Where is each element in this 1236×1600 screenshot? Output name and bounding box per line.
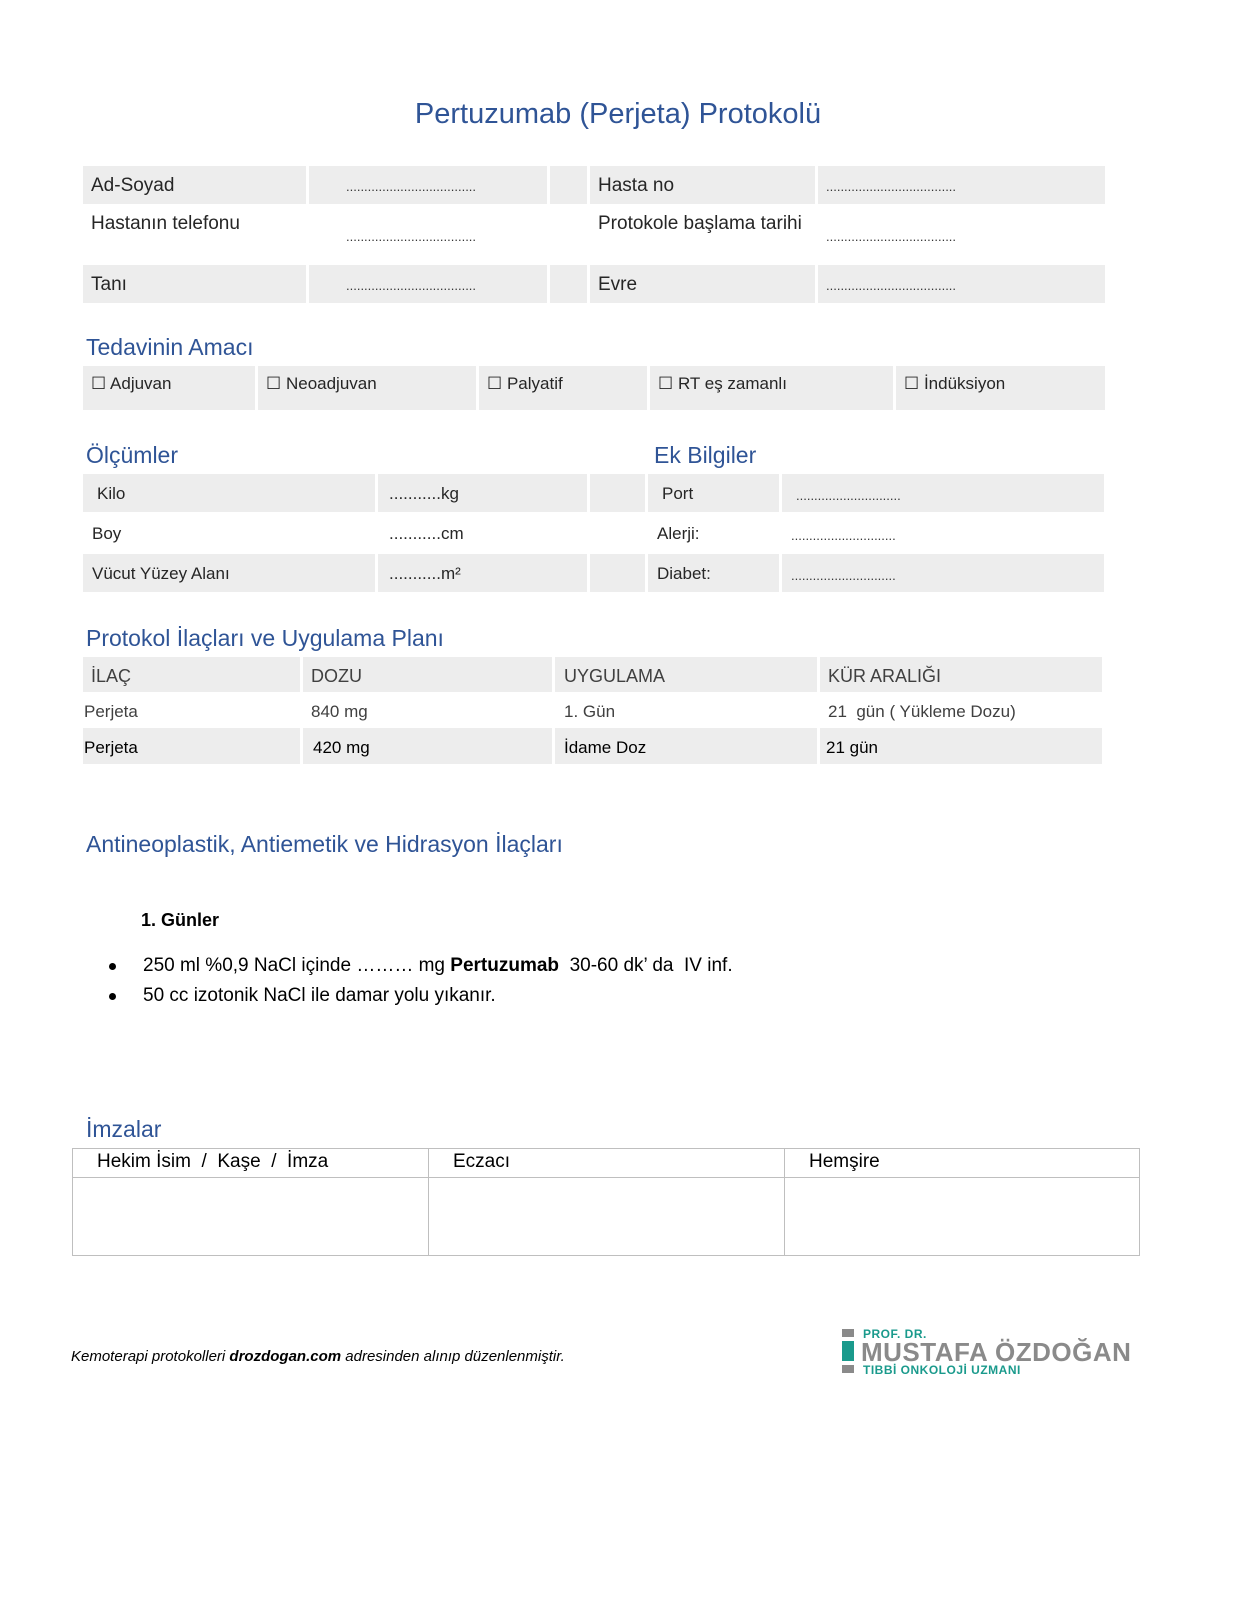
logo-prof: PROF. DR.	[863, 1327, 927, 1341]
drug-item-1	[143, 955, 733, 977]
plan-row1-uygulama: 1. Gün	[564, 702, 616, 721]
tani-field[interactable]: ....................................	[346, 278, 477, 293]
vya-label: Vücut Yüzey Alanı	[92, 564, 230, 583]
kilo-label: Kilo	[97, 484, 126, 503]
drug-item-2: 50 cc izotonik NaCl ile damar yolu yıkanır.	[143, 985, 496, 1006]
plan-header-dozu: DOZU	[311, 666, 362, 686]
logo-mark-middle	[842, 1341, 854, 1361]
drug-item-1-admin: 30-60 dk’ da IV inf.	[559, 955, 733, 976]
logo-name: MUSTAFA ÖZDOĞAN	[861, 1337, 1132, 1367]
tani-label: Tanı	[91, 274, 127, 295]
boy-field[interactable]: ...........cm	[389, 524, 464, 543]
footer-note	[71, 1348, 565, 1365]
signature-table	[72, 1148, 1140, 1256]
plan-row2-kur: 21 gün	[826, 738, 878, 757]
telefon-label: Hastanın telefonu	[91, 213, 240, 234]
checkbox-induksiyon[interactable]: ☐ İndüksiyon	[904, 374, 1006, 393]
signatures-heading: İmzalar	[86, 1116, 162, 1142]
plan-row2-doz: 420 mg	[313, 738, 370, 757]
drugs-heading: Antineoplastik, Antiemetik ve Hidrasyon İlaçları	[86, 831, 563, 857]
extra-info-heading: Ek Bilgiler	[654, 442, 757, 468]
footer-text: Kemoterapi protokolleri	[71, 1348, 230, 1365]
plan-heading: Protokol İlaçları ve Uygulama Planı	[86, 625, 444, 651]
logo-mark-top	[842, 1329, 854, 1337]
bullet-icon	[109, 963, 116, 970]
hasta-no-label: Hasta no	[598, 175, 675, 196]
plan-row1-kur: 21 gün ( Yükleme Dozu)	[828, 702, 1016, 721]
vya-field[interactable]: ...........m²	[389, 564, 461, 583]
logo-specialty: TIBBİ ONKOLOJİ UZMANI	[863, 1363, 1021, 1377]
port-field[interactable]: .............................	[796, 488, 901, 503]
hasta-no-field[interactable]: ....................................	[826, 179, 957, 194]
purpose-heading: Tedavinin Amacı	[86, 334, 254, 360]
sig-hekim-field[interactable]	[74, 1178, 427, 1255]
day-label: 1. Günler	[141, 910, 220, 930]
checkbox-rt-es-zamanli[interactable]: ☐ RT eş zamanlı	[658, 374, 787, 393]
ad-soyad-field[interactable]: ....................................	[346, 179, 477, 194]
drug-item-1-text: 250 ml %0,9 NaCl içinde ……… mg	[143, 955, 451, 976]
ad-soyad-label: Ad-Soyad	[91, 175, 175, 196]
port-label: Port	[662, 484, 694, 503]
logo-mark-bottom	[842, 1365, 854, 1373]
plan-header-uygulama: UYGULAMA	[564, 666, 666, 686]
plan-row1-doz: 840 mg	[311, 702, 368, 721]
footer-text-end: adresinden alınıp düzenlenmiştir.	[341, 1348, 565, 1365]
boy-label: Boy	[92, 524, 122, 543]
bullet-icon	[109, 993, 116, 1000]
baslama-tarihi-label: Protokole başlama tarihi	[598, 213, 802, 234]
telefon-field[interactable]: ....................................	[346, 229, 477, 244]
checkbox-neoadjuvan[interactable]: ☐ Neoadjuvan	[266, 374, 377, 393]
drug-name: Pertuzumab	[450, 955, 560, 976]
evre-label: Evre	[598, 274, 638, 295]
page-title: Pertuzumab (Perjeta) Protokolü	[414, 98, 822, 130]
checkbox-palyatif[interactable]: ☐ Palyatif	[487, 374, 563, 393]
plan-row2-ilac: Perjeta	[84, 738, 138, 757]
sig-hekim-header: Hekim İsim / Kaşe / İmza	[97, 1151, 329, 1172]
diabet-field[interactable]: .............................	[791, 568, 896, 583]
footer-link[interactable]: drozdogan.com	[229, 1348, 342, 1365]
evre-field[interactable]: ....................................	[826, 278, 957, 293]
sig-eczaci-field[interactable]	[430, 1178, 783, 1255]
sig-hemsire-field[interactable]	[786, 1178, 1139, 1255]
kilo-field[interactable]: ...........kg	[389, 484, 459, 503]
diabet-label: Diabet:	[657, 564, 711, 583]
alerji-label: Alerji:	[657, 524, 700, 543]
sig-eczaci-header: Eczacı	[453, 1151, 511, 1172]
plan-row2-uygulama: İdame Doz	[564, 738, 647, 757]
baslama-tarihi-field[interactable]: ....................................	[826, 229, 957, 244]
sig-hemsire-header: Hemşire	[809, 1151, 880, 1172]
plan-row1-ilac: Perjeta	[84, 702, 138, 721]
checkbox-adjuvan[interactable]: ☐ Adjuvan	[91, 374, 172, 393]
measurements-heading: Ölçümler	[86, 442, 179, 468]
plan-header-kur-araligi: KÜR ARALIĞI	[828, 666, 942, 686]
plan-header-ilac: İLAÇ	[91, 666, 132, 686]
alerji-field[interactable]: .............................	[791, 528, 896, 543]
